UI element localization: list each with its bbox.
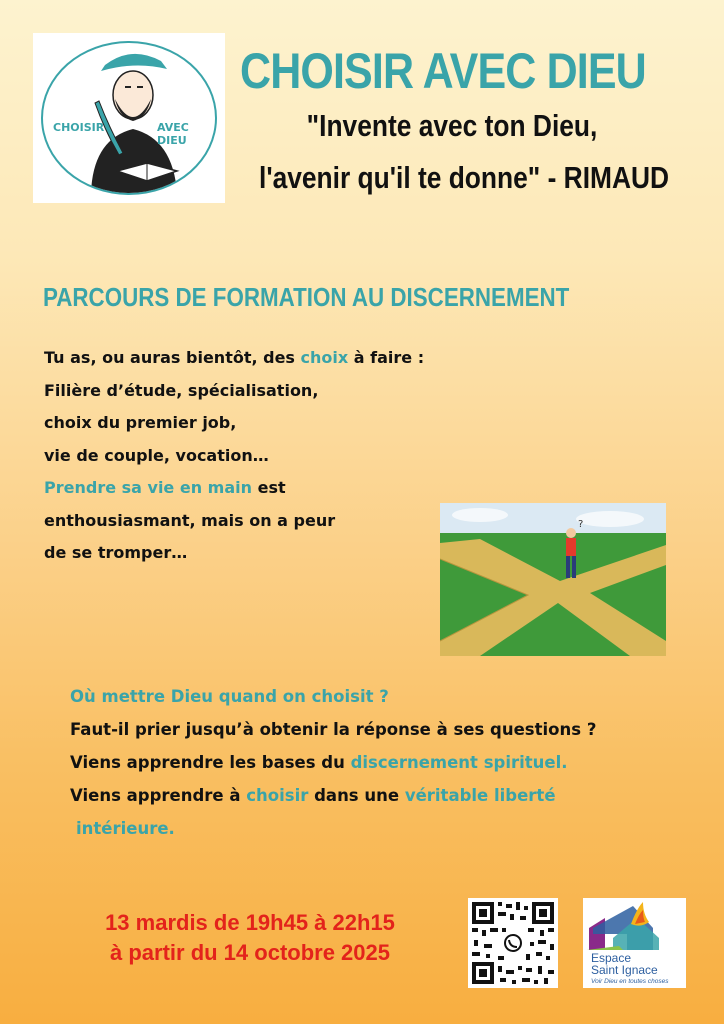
page-title: CHOISIR AVEC DIEU (240, 43, 646, 99)
question-highlight: véritable liberté (404, 786, 556, 805)
priest-with-quill-icon (43, 43, 217, 195)
choisir-avec-dieu-logo (33, 33, 225, 203)
logo-text-right: AVEC DIEU (157, 121, 189, 147)
question-1: Où mettre Dieu quand on choisit ? (70, 687, 389, 706)
question-3 (70, 746, 596, 779)
intro-line-4: vie de couple, vocation… (44, 445, 269, 465)
quote-line-1: "Invente avec ton Dieu, (306, 108, 598, 143)
intro-line-7: de se tromper… (44, 543, 188, 562)
qr-code-icon[interactable] (468, 898, 558, 988)
section-subtitle: PARCOURS DE FORMATION AU DISCERNEMENT (43, 282, 570, 312)
intro-highlight: Prendre sa vie en main (44, 478, 253, 497)
question-4 (70, 779, 596, 812)
question-2: Faut-il prier jusqu’à obtenir la réponse à ses questions ? (70, 720, 597, 739)
questions-block (70, 680, 596, 845)
espace-tagline: Voir Dieu en toutes choses (591, 978, 669, 985)
intro-text: Tu as, ou auras bientôt, des (44, 348, 301, 367)
intro-line-1 (44, 342, 424, 375)
dates-line-1: 13 mardis de 19h45 à 22h15 (105, 910, 395, 935)
intro-line-6: enthousiasmant, mais on a peur (44, 510, 336, 530)
espace-name-line-2: Saint Ignace (591, 963, 658, 977)
dates-line-2: à partir du 14 octobre 2025 (110, 940, 390, 965)
intro-paragraph (44, 342, 424, 570)
house-flame-logo-icon (583, 898, 686, 954)
intro-text: à faire : (348, 348, 425, 367)
intro-text: est (252, 478, 286, 497)
question-5: intérieure. (76, 819, 175, 838)
qr-code-graphic (468, 898, 558, 988)
intro-highlight: choix (300, 348, 349, 367)
question-text: dans une (308, 786, 405, 805)
intro-line-5 (44, 472, 424, 505)
question-highlight: choisir (246, 786, 309, 805)
espace-name-line-1: Espace (591, 951, 632, 965)
question-text: Viens apprendre à (70, 786, 247, 805)
svg-text:?: ? (578, 519, 584, 530)
crossroads-illustration (440, 503, 666, 656)
espace-saint-ignace-logo (583, 898, 686, 988)
logo-circle (41, 41, 217, 195)
quote-line-2: l'avenir qu'il te donne" - RIMAUD (259, 160, 670, 195)
crossroads-person-icon (440, 503, 666, 656)
question-highlight: discernement spirituel. (350, 753, 568, 772)
logo-text-left: CHOISIR (53, 121, 105, 134)
dates-block (90, 908, 410, 968)
question-text: Viens apprendre les bases du (70, 753, 351, 772)
intro-line-3: choix du premier job, (44, 413, 237, 432)
espace-name (591, 952, 658, 976)
intro-line-2: Filière d’étude, spécialisation, (44, 380, 319, 400)
